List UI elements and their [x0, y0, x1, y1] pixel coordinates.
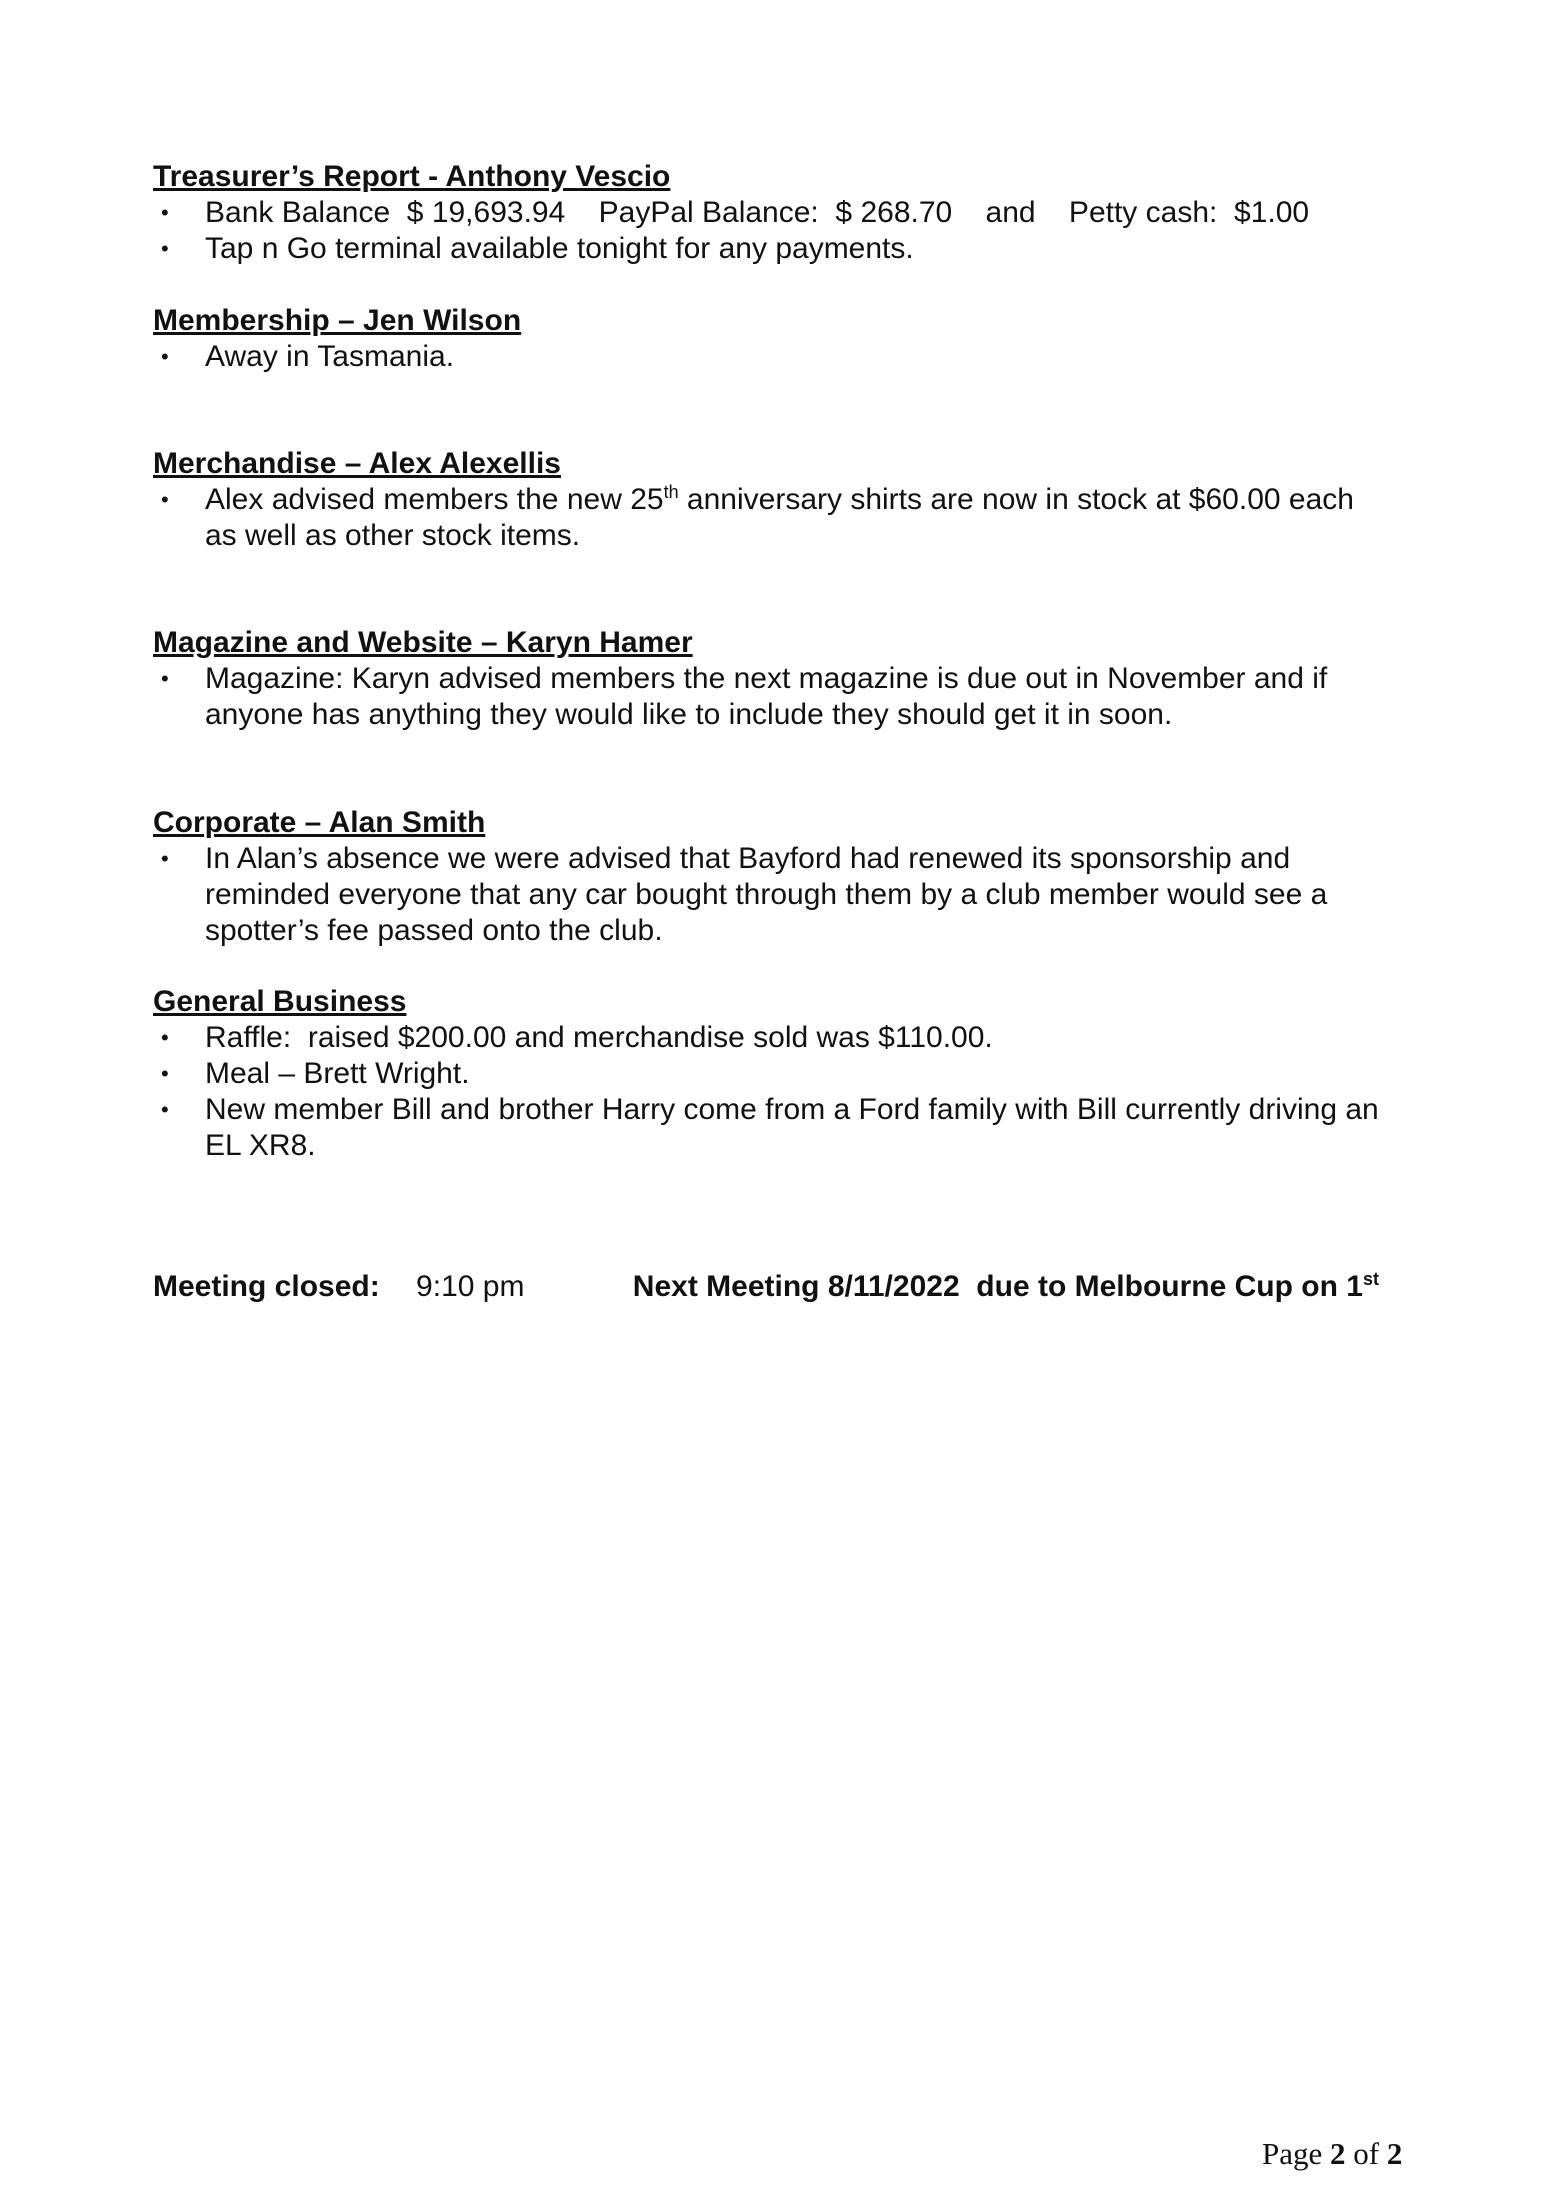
next-meeting-main: Next Meeting 8/11/2022 due to Melbourne Cup on 1	[632, 1270, 1363, 1303]
list-item	[153, 1092, 1423, 1164]
section-heading-magazine: Magazine and Website – Karyn Hamer	[153, 626, 693, 659]
new-member-line: New member Bill and brother Harry come from a Ford family with Bill currently driving an EL XR8.	[205, 1093, 1379, 1162]
magazine-list	[153, 661, 1423, 733]
corporate-list	[153, 841, 1423, 949]
merchandise-text-end: anniversary shirts are now in stock at $60.00 each as well as other stock items.	[205, 483, 1354, 552]
section-merchandise	[153, 445, 1423, 554]
bullet-icon: •	[161, 236, 169, 261]
treasurer-bank-line: Bank Balance $ 19,693.94 PayPal Balance: $ 268.70 and Petty cash: $1.00	[205, 196, 1310, 229]
bullet-icon: •	[161, 200, 169, 225]
section-heading-membership: Membership – Jen Wilson	[153, 304, 522, 337]
section-magazine	[153, 624, 1423, 733]
bullet-icon: •	[161, 1061, 169, 1086]
list-item	[153, 195, 1423, 231]
bullet-icon: •	[161, 344, 169, 369]
list-item	[153, 661, 1423, 733]
bullet-icon: •	[161, 1097, 169, 1122]
merchandise-list	[153, 482, 1423, 554]
of-word: of	[1345, 2136, 1387, 2171]
bullet-icon: •	[161, 487, 169, 512]
list-item	[153, 841, 1423, 949]
membership-list	[153, 339, 1423, 375]
meeting-closed-time: 9:10 pm	[416, 1270, 525, 1303]
bullet-icon: •	[161, 846, 169, 871]
list-item	[153, 1056, 1423, 1092]
section-general-business	[153, 983, 1423, 1164]
magazine-line: Magazine: Karyn advised members the next magazine is due out in November and if anyone has anything they would like to include they should get it in soon.	[205, 662, 1328, 731]
section-heading-merchandise: Merchandise – Alex Alexellis	[153, 447, 561, 480]
meal-line: Meal – Brett Wright.	[205, 1057, 470, 1090]
section-membership	[153, 302, 1423, 375]
section-heading-general-business: General Business	[153, 985, 407, 1018]
page-number-footer	[1262, 2135, 1402, 2172]
bullet-icon: •	[161, 1025, 169, 1050]
section-corporate	[153, 804, 1423, 949]
meeting-closing-line	[153, 1268, 1423, 1305]
list-item	[153, 231, 1423, 267]
bullet-icon: •	[161, 666, 169, 691]
section-treasurer	[153, 158, 1423, 267]
membership-line: Away in Tasmania.	[205, 340, 455, 373]
page-number: 2	[1330, 2136, 1346, 2171]
list-item	[153, 1020, 1423, 1056]
general-business-list	[153, 1020, 1423, 1164]
meeting-closed-label: Meeting closed:	[153, 1270, 380, 1303]
page-total: 2	[1386, 2136, 1403, 2171]
next-meeting-text	[633, 1268, 1379, 1305]
next-meeting-ordinal-suffix: st	[1362, 1269, 1379, 1289]
treasurer-list	[153, 195, 1423, 267]
raffle-line: Raffle: raised $200.00 and merchandise sold was $110.00.	[205, 1021, 993, 1054]
treasurer-terminal-line: Tap n Go terminal available tonight for any payments.	[205, 232, 914, 265]
section-heading-treasurer: Treasurer’s Report - Anthony Vescio	[153, 160, 671, 193]
page-word: Page	[1262, 2136, 1331, 2171]
merchandise-text-start: Alex advised members the new 25	[205, 483, 664, 516]
list-item	[153, 339, 1423, 375]
corporate-line: In Alan’s absence we were advised that Bayford had renewed its sponsorship and reminded everyone that any car bought through them by a club member would see a spotter’s fee passed onto the club.	[205, 842, 1328, 947]
list-item	[153, 482, 1423, 554]
section-heading-corporate: Corporate – Alan Smith	[153, 806, 486, 839]
merchandise-ordinal-suffix: th	[663, 482, 679, 502]
